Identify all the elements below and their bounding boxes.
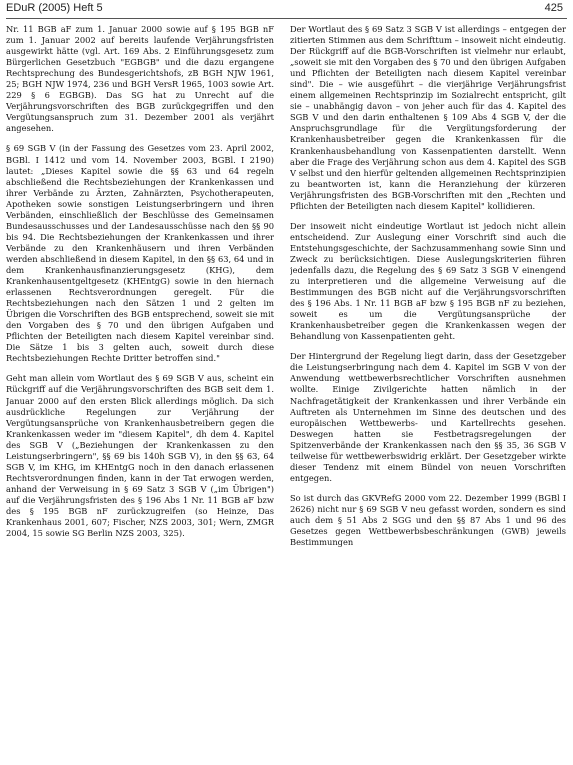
paragraph: Der Wortlaut des § 69 Satz 3 SGB V ist allerdings – entgegen der zitierten Stimmen aus dem Schrifttum – insoweit nicht eindeutig. Der Rückgriff auf die BGB-Vorschriften ist vielmehr nur erlaubt, „soweit sie mit den Vorgaben des § 70 und den übrigen Aufgaben und Pflichten der Beteiligten nach diesem Kapitel vereinbar sind". Die – wie ausgeführt – die vierjährige Verjährungsfrist einem allgemeinen Rechtsprinzip im Sozialrecht entspricht, gilt sie – unabhängig davon – von jeher auch für das 4. Kapitel des SGB V und den darin enthaltenen § 109 Abs 4 SGB V, der die Anspruchsgrundlage für die Vergütungsforderung der Krankenhausbetreiber gegen die Krankenkassen für die Krankenhausbehandlung von Kassenpatienten darstellt. Wenn aber die Frage des Verjährung schon aus dem 4. Kapitel des SGB V selbst und den hierfür geltenden allgemeinen Rechtsprinzipien zu beantworten ist, kann die Heranziehung der kürzeren Verjährungsfristen des BGB-Vorschriften mit den „Rechten und Pflichten der Beteiligten nach diesem Kapitel" kollidieren. xyxy=(290,24,566,211)
paragraph: § 69 SGB V (in der Fassung des Gesetzes vom 23. April 2002, BGBl. I 1412 und vom 14. November 2003, BGBl. I 2190) lautet: „Dieses Kapitel sowie die §§ 63 und 64 regeln abschließend die Rechtsbeziehungen der Krankenkassen und ihrer Verbände zu Ärzten, Zahnärzten, Psychotherapeuten, Apotheken sowie sonstigen Leistungserbringern und ihren Verbänden, einschließlich der Beschlüsse des Gemeinsamen Bundesausschusses und der Landesausschüsse nach den §§ 90 bis 94. Die Rechtsbeziehungen der Krankenkassen und ihrer Verbände zu den Krankenhäusern und ihren Verbänden werden abschließend in diesem Kapitel, in den §§ 63, 64 und in dem Krankenhausfinanzierungsgesetz (KHG), dem Krankenhausentgeltgesetz (KHEntgG) sowie in den hiernach erlassenen Rechtsverordnungen geregelt. Für die Rechtsbeziehungen nach den Sätzen 1 und 2 gelten im Übrigen die Vorschriften des BGB entsprechend, soweit sie mit den Vorgaben des § 70 und den übrigen Aufgaben und Pflichten der Beteiligten nach diesem Kapitel vereinbar sind. Die Sätze 1 bis 3 gelten auch, soweit durch diese Rechtsbeziehungen Rechte Dritter betroffen sind." xyxy=(6,143,274,364)
left-column xyxy=(6,24,274,759)
paragraph: Der insoweit nicht eindeutige Wortlaut ist jedoch nicht allein entscheidend. Zur Auslegung einer Vorschrift sind auch die Entstehungsgeschichte, der Sachzusammenhang sowie Sinn und Zweck zu berücksichtigen. Diese Auslegungskriterien führen jedenfalls dazu, die Regelung des § 69 Satz 3 SGB V einengend zu interpretieren und die allgemeine Verweisung auf die Bestimmungen des BGB nicht auf die Verjährungsvorschriften des § 196 Abs. 1 Nr. 11 BGB aF bzw § 195 BGB nF zu beziehen, soweit es um die Vergütungsansprüche der Krankenhausbetreiber gegen die Krankenkassen wegen der Behandlung von Kassenpatienten geht. xyxy=(290,220,566,342)
running-header xyxy=(0,0,573,24)
header-rule xyxy=(6,18,567,19)
paragraph: So ist durch das GKVRefG 2000 vom 22. Dezember 1999 (BGBl I 2626) nicht nur § 69 SGB V neu gefasst worden, sondern es sind auch dem § 51 Abs 2 SGG und den §§ 87 Abs 1 und 96 des Gesetzes gegen Wettbewerbsbeschränkungen (GWB) jeweils Bestimmungen xyxy=(290,492,566,548)
paragraph: Der Hintergrund der Regelung liegt darin, dass der Gesetzgeber die Leistungserbringung nach dem 4. Kapitel im SGB V von der Anwendung wettbewerbsrechtlicher Vorschriften ausnehmen wollte. Einige Zivilgerichte hatten nämlich in der Nachfragetätigkeit der Krankenkassen und ihrer Verbände ein Auftreten als Unternehmen im Sinne des deutschen und des europäischen Wettbewerbs- und Kartellrechts gesehen. Deswegen hatten sie Festbetragsregelungen der Spitzenverbände der Krankenkassen nach den §§ 35, 36 SGB V teilweise für wettbewerbswidrig erklärt. Der Gesetzgeber wirkte dieser Tendenz mit einem Bündel von neuen Vorschriften entgegen. xyxy=(290,351,566,483)
page-number: 425 xyxy=(544,2,563,14)
right-column xyxy=(290,24,566,759)
journal-title: EDuR (2005) Heft 5 xyxy=(6,2,103,14)
paragraph: Geht man allein vom Wortlaut des § 69 SGB V aus, scheint ein Rückgriff auf die Verjährungsvorschriften des BGB seit dem 1. Januar 2000 auf den ersten Blick allerdings möglich. Da sich ausdrückliche Regelungen zur Verjährung der Vergütungsansprüche von Krankenhausbetreibern gegen die Krankenkassen weder im "diesem Kapitel", dh dem 4. Kapitel des SGB V („Beziehungen der Krankenkassen zu den Leistungserbringern", §§ 69 bis 140h SGB V), in den §§ 63, 64 SGB V, im KHG, im KHEntgG noch in den danach erlassenen Rechtsverordnungen finden, kann in der Tat erwogen werden, anhand der Verweisung in § 69 Satz 3 SGB V („im Übrigen") auf die Verjährungsfristen des § 196 Abs 1 Nr. 11 BGB aF bzw des § 195 BGB nF zurückzugreifen (so Heinze, Das Krankenhaus 2001, 607; Fischer, NZS 2003, 301; Wern, ZMGR 2004, 15 sowie SG Berlin NZS 2003, 325). xyxy=(6,373,274,539)
paragraph: Nr. 11 BGB aF zum 1. Januar 2000 sowie auf § 195 BGB nF zum 1. Januar 2002 auf bereits laufende Verjährungsfristen ausgewirkt hätte (vgl. Art. 169 Abs. 2 Einführungsgesetz zum Bürgerlichen Gesetzbuch "EGBGB" und die dazu ergangene Rechtsprechung des Bundesgerichtshofs, zB BGH NJW 1961, 25; BGH NJW 1974, 236 und BGH VersR 1965, 1003 sowie Art. 229 § 6 EGBGB). Das SG hat zu Unrecht auf die Verjährungsvorschriften des BGB zurückgegriffen und den Vergütungsanspruch zum 31. Dezember 2001 als verjährt angesehen. xyxy=(6,24,274,134)
